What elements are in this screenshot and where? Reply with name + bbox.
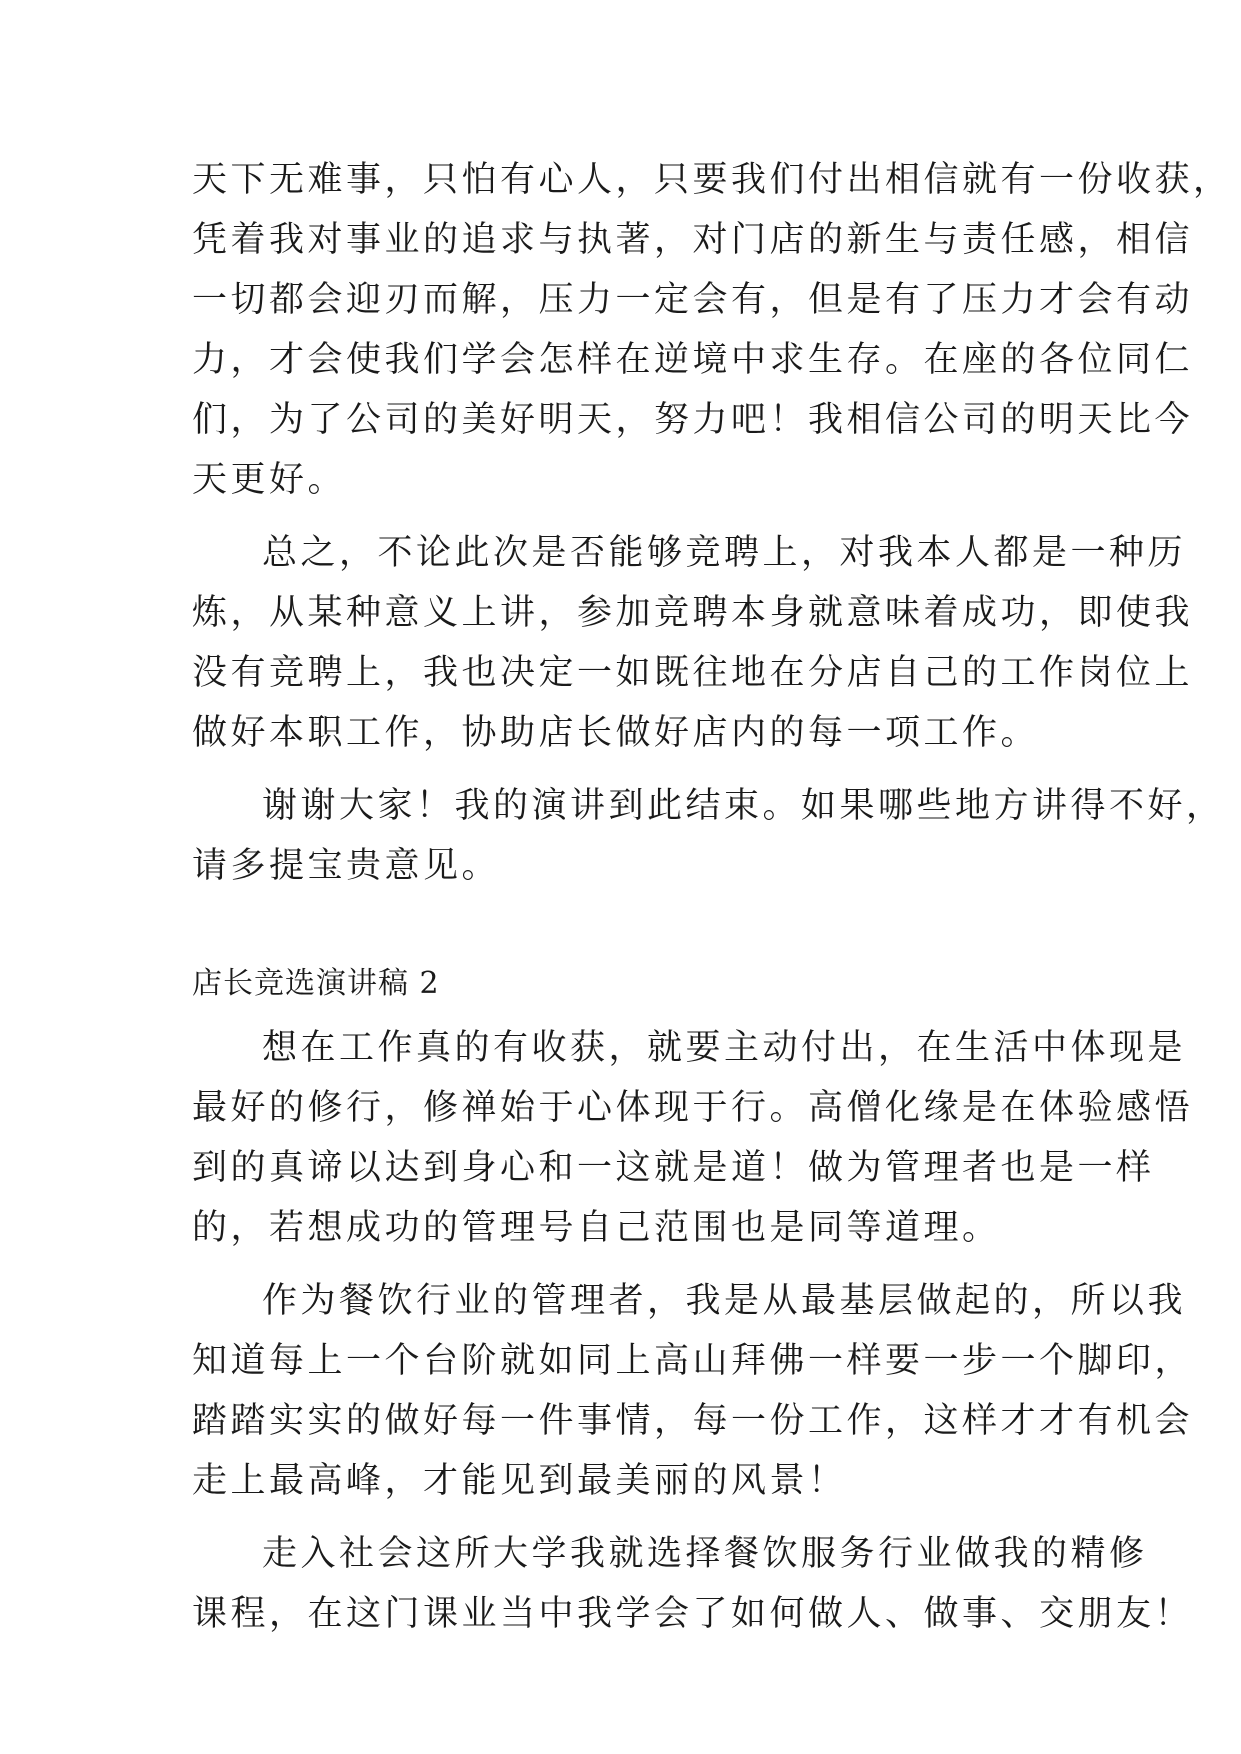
text-line: 天更好。 xyxy=(192,460,347,500)
section-title: 店长竞选演讲稿 2 xyxy=(192,966,440,1001)
text-line: 想在工作真的有收获，就要主动付出，在生活中体现是 xyxy=(262,1028,1187,1068)
text-line: 踏踏实实的做好每一件事情，每一份工作，这样才才有机会 xyxy=(192,1401,1194,1441)
text-line: 作为餐饮行业的管理者，我是从最基层做起的，所以我 xyxy=(262,1281,1187,1321)
paragraph xyxy=(192,1271,1194,1511)
text-line: 到的真谛以达到身心和一这就是道！做为管理者也是一样 xyxy=(192,1148,1155,1188)
text-line: 没有竞聘上，我也决定一如既往地在分店自己的工作岗位上 xyxy=(192,653,1194,693)
text-line: 总之，不论此次是否能够竞聘上，对我本人都是一种历 xyxy=(262,533,1187,573)
text-line: 天下无难事，只怕有心人，只要我们付出相信就有一份收获， xyxy=(192,160,1232,200)
paragraph xyxy=(192,1524,1194,1644)
text-line: 走入社会这所大学我就选择餐饮服务行业做我的精修 xyxy=(262,1534,1148,1574)
text-line: 走上最高峰，才能见到最美丽的风景！ xyxy=(192,1461,847,1501)
text-line: 们，为了公司的美好明天，努力吧！我相信公司的明天比今 xyxy=(192,400,1194,440)
text-line: 请多提宝贵意见。 xyxy=(192,846,501,886)
paragraph xyxy=(192,523,1194,763)
text-line: 课程，在这门课业当中我学会了如何做人、做事、交朋友！ xyxy=(192,1594,1194,1634)
paragraph xyxy=(192,776,1225,896)
text-line: 力，才会使我们学会怎样在逆境中求生存。在座的各位同仁 xyxy=(192,340,1194,380)
text-line: 炼，从某种意义上讲，参加竞聘本身就意味着成功，即使我 xyxy=(192,593,1194,633)
text-line: 凭着我对事业的追求与执著，对门店的新生与责任感，相信 xyxy=(192,220,1194,260)
text-line: 做好本职工作，协助店长做好店内的每一项工作。 xyxy=(192,713,1040,753)
text-line: 谢谢大家！我的演讲到此结束。如果哪些地方讲得不好， xyxy=(262,786,1225,826)
document-page xyxy=(192,150,1232,1657)
text-line: 一切都会迎刃而解，压力一定会有，但是有了压力才会有动 xyxy=(192,280,1194,320)
text-line: 知道每上一个台阶就如同上高山拜佛一样要一步一个脚印， xyxy=(192,1341,1194,1381)
text-line: 最好的修行，修禅始于心体现于行。高僧化缘是在体验感悟 xyxy=(192,1088,1194,1128)
text-line: 的，若想成功的管理号自己范围也是同等道理。 xyxy=(192,1208,1001,1248)
paragraph xyxy=(192,1018,1194,1258)
paragraph xyxy=(192,150,1232,510)
